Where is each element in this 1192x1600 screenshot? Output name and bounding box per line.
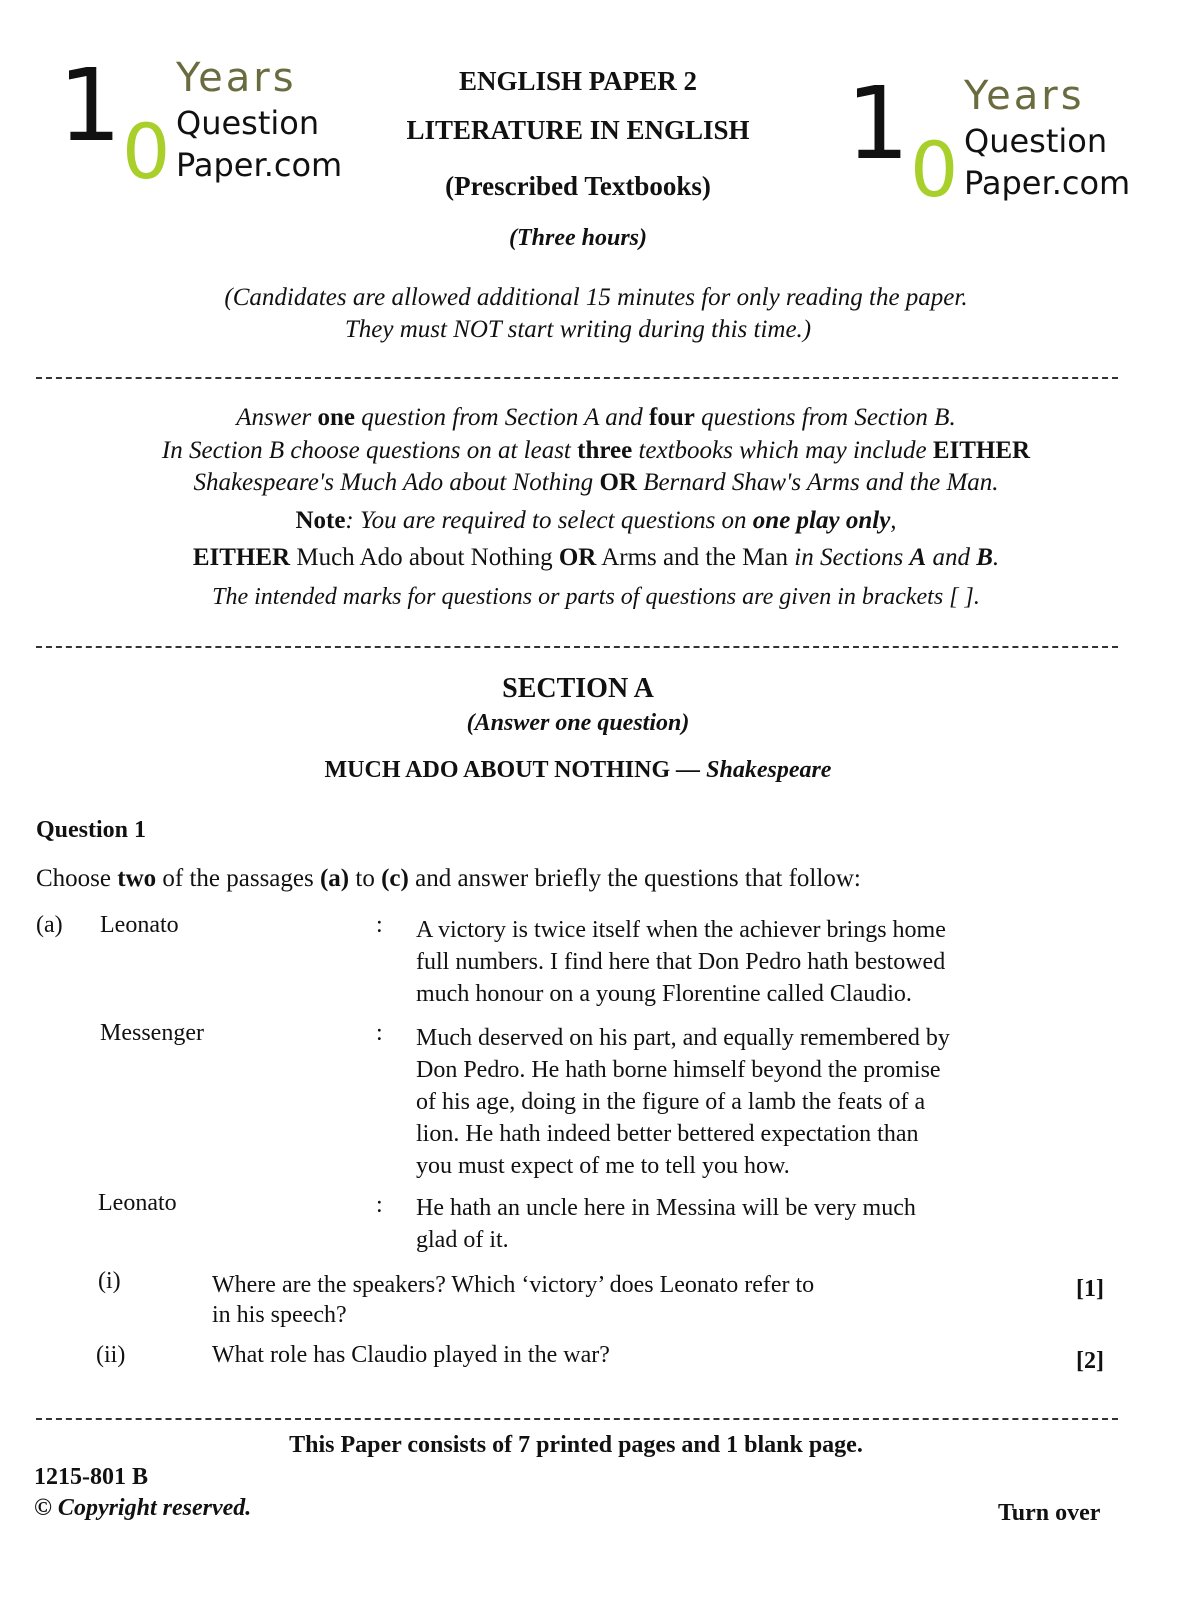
speech bbox=[416, 914, 946, 1010]
text: Arms and the Man bbox=[596, 544, 795, 571]
text: In Section B choose questions on at least bbox=[161, 437, 578, 464]
logo-question: Question bbox=[176, 104, 320, 142]
logo-paper: Paper.com bbox=[176, 146, 343, 184]
copyright: © Copyright reserved. bbox=[34, 1495, 252, 1521]
speaker: Messenger bbox=[100, 1020, 204, 1046]
text: . bbox=[992, 544, 1000, 571]
text: Shakespeare's Much Ado about Nothing bbox=[193, 469, 600, 496]
paper-subtitle: (Prescribed Textbooks) bbox=[445, 171, 711, 201]
text: (a) bbox=[319, 865, 350, 892]
divider bbox=[36, 377, 1118, 379]
text: B bbox=[976, 544, 993, 571]
text: three bbox=[577, 437, 633, 464]
speech-line: you must expect of me to tell you how. bbox=[416, 1153, 790, 1179]
text: questions from Section B. bbox=[694, 404, 956, 431]
speaker: Leonato bbox=[98, 1190, 177, 1216]
paper-code: 1215-801 B bbox=[34, 1464, 148, 1490]
page-count: This Paper consists of 7 printed pages and 1 blank page. bbox=[289, 1432, 863, 1458]
logo-years: Years bbox=[964, 73, 1085, 119]
text: OR bbox=[558, 544, 597, 571]
paper-subject: LITERATURE IN ENGLISH bbox=[406, 115, 750, 145]
question-title: Question 1 bbox=[36, 817, 147, 843]
instruction-3 bbox=[0, 469, 1192, 497]
text: four bbox=[649, 404, 695, 431]
play-heading bbox=[0, 757, 1174, 784]
speech-line: full numbers. I find here that Don Pedro hath bestowed bbox=[416, 949, 946, 975]
question-intro bbox=[36, 865, 861, 893]
text: Note bbox=[295, 507, 346, 534]
text: A bbox=[909, 544, 927, 571]
speech-line: lion. He hath indeed better bettered expectation than bbox=[416, 1121, 919, 1147]
duration: (Three hours) bbox=[508, 225, 647, 251]
subquestion-text bbox=[212, 1270, 814, 1330]
colon: : bbox=[376, 912, 383, 938]
logo-years: Years bbox=[176, 55, 297, 101]
reading-note-2: They must NOT start writing during this time.) bbox=[344, 316, 812, 343]
section-subtitle: (Answer one question) bbox=[466, 710, 690, 736]
text: , bbox=[890, 507, 897, 534]
speech-line: glad of it. bbox=[416, 1227, 509, 1253]
speaker: Leonato bbox=[100, 912, 179, 938]
divider bbox=[36, 646, 1118, 648]
subquestion-number: (ii) bbox=[96, 1342, 126, 1368]
speech bbox=[416, 1192, 916, 1256]
logo-digit-zero: 0 bbox=[910, 125, 959, 214]
text: textbooks which may include bbox=[632, 437, 933, 464]
speech-line: A victory is twice itself when the achiever brings home bbox=[416, 917, 946, 943]
text: EITHER bbox=[192, 544, 291, 571]
text: Choose bbox=[36, 865, 118, 892]
speech-line: Don Pedro. He hath borne himself beyond the promise bbox=[416, 1057, 941, 1083]
text: to bbox=[349, 865, 382, 892]
marks: [2] bbox=[1076, 1348, 1104, 1374]
reading-note-1: (Candidates are allowed additional 15 minutes for only reading the paper. bbox=[224, 284, 968, 311]
text: of the passages bbox=[156, 865, 320, 892]
text: and bbox=[926, 544, 977, 571]
text: question from Section A and bbox=[355, 404, 650, 431]
text: two bbox=[117, 865, 157, 892]
instruction-2 bbox=[0, 437, 1192, 465]
text: OR bbox=[599, 469, 637, 496]
play-author: — Shakespeare bbox=[676, 757, 832, 783]
text: EITHER bbox=[932, 437, 1031, 464]
speech-line: of his age, doing in the figure of a lamb the feats of a bbox=[416, 1089, 926, 1115]
logo-question: Question bbox=[964, 122, 1108, 160]
logo-digit-one: 1 bbox=[58, 47, 122, 164]
speech-line: Much deserved on his part, and equally remembered by bbox=[416, 1025, 950, 1051]
passage-label: (a) bbox=[36, 912, 63, 938]
instruction-marks: The intended marks for questions or parts of questions are given in brackets [ ]. bbox=[212, 584, 980, 610]
text: and answer briefly the questions that follow: bbox=[408, 865, 861, 892]
text: in Sections bbox=[794, 544, 910, 571]
instruction-1 bbox=[0, 404, 1192, 432]
logo-paper: Paper.com bbox=[964, 164, 1131, 202]
text: one bbox=[317, 404, 356, 431]
instruction-note bbox=[0, 507, 1192, 535]
speech-line: He hath an uncle here in Messina will be very much bbox=[416, 1195, 916, 1221]
text: in his speech? bbox=[212, 1302, 347, 1328]
play-title: MUCH ADO ABOUT NOTHING bbox=[324, 757, 671, 783]
logo-digit-one: 1 bbox=[846, 65, 910, 182]
divider bbox=[36, 1418, 1118, 1420]
logo-digit-zero: 0 bbox=[122, 107, 171, 196]
speech bbox=[416, 1022, 950, 1182]
subquestion-number: (i) bbox=[98, 1268, 121, 1294]
text: Bernard Shaw's Arms and the Man. bbox=[636, 469, 999, 496]
text: one play only bbox=[752, 507, 891, 534]
instruction-5 bbox=[0, 544, 1192, 572]
paper-title: ENGLISH PAPER 2 bbox=[458, 66, 698, 96]
colon: : bbox=[376, 1020, 383, 1046]
marks: [1] bbox=[1076, 1276, 1104, 1302]
text: Much Ado about Nothing bbox=[290, 544, 559, 571]
section-title: SECTION A bbox=[502, 673, 654, 704]
text: (c) bbox=[381, 865, 409, 892]
colon: : bbox=[376, 1192, 383, 1218]
text: Answer bbox=[236, 404, 318, 431]
subquestion-text: What role has Claudio played in the war? bbox=[212, 1342, 610, 1368]
text: : You are required to select questions on bbox=[345, 507, 753, 534]
turn-over: Turn over bbox=[998, 1500, 1101, 1526]
text: Where are the speakers? Which ‘victory’ does Leonato refer to bbox=[212, 1272, 815, 1298]
speech-line: much honour on a young Florentine called Claudio. bbox=[416, 981, 912, 1007]
